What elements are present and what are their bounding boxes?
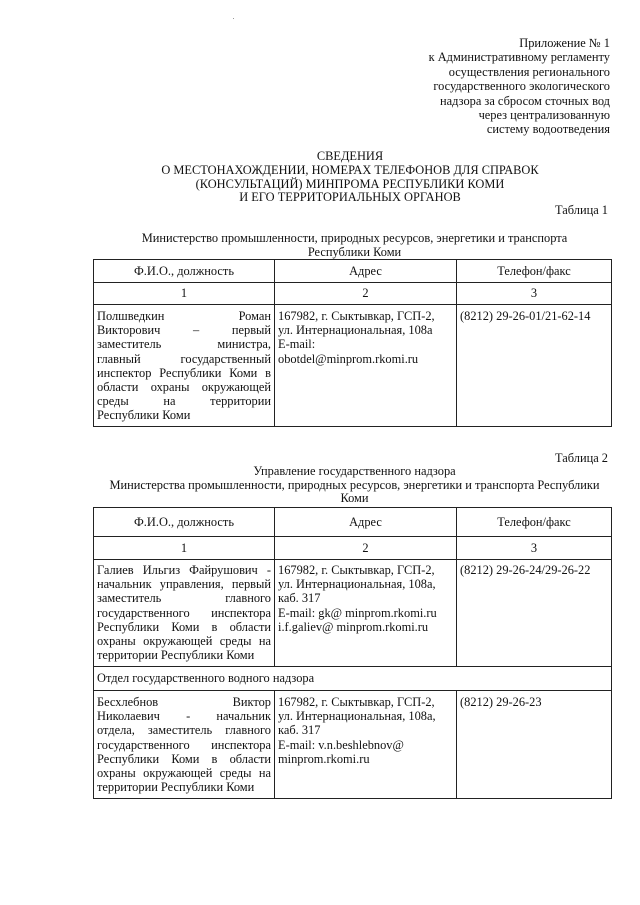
heading-line: И ЕГО ТЕРРИТОРИАЛЬНЫХ ОРГАНОВ xyxy=(239,190,461,205)
name-line: территории Республики Коми xyxy=(97,780,255,795)
name-line: Республики Коми в области xyxy=(97,619,271,634)
address-line: ул. Интернациональная, 108а xyxy=(278,323,433,338)
table1-colnum: 3 xyxy=(457,283,612,305)
name-line: инспектор Республики Коми в xyxy=(97,365,271,380)
email-link[interactable]: E-mail: gk@ minprom.rkomi.ru xyxy=(278,605,437,620)
email-link[interactable]: E-mail: v.n.beshlebnov@ xyxy=(278,737,404,752)
table2-title-line: Коми xyxy=(340,491,369,506)
table1-name-cell xyxy=(94,305,275,427)
address-line: 167982, г. Сыктывкар, ГСП-2, xyxy=(278,695,435,709)
name-line: Бесхлебнов Виктор xyxy=(97,695,271,709)
table2-title-line: Министерства промышленности, природных ресурсов, энергетики и транспорта Республики xyxy=(109,477,600,492)
table2-row1-address-cell xyxy=(275,560,457,667)
table2-title-line: Управление государственного надзора xyxy=(253,464,456,478)
address-line: 167982, г. Сыктывкар, ГСП-2, xyxy=(278,309,435,323)
email-link[interactable]: minprom.rkomi.ru xyxy=(278,751,370,766)
table1-address-cell xyxy=(275,305,457,427)
table2-colnum: 1 xyxy=(94,537,275,560)
name-line: охраны окружающей среды на xyxy=(97,766,271,781)
table1-header-name: Ф.И.О., должность xyxy=(94,260,275,283)
address-line: каб. 317 xyxy=(278,591,321,606)
table1-colnum: 1 xyxy=(94,283,275,305)
heading-line: О МЕСТОНАХОЖДЕНИИ, НОМЕРАХ ТЕЛЕФОНОВ ДЛЯ СПРАВОК xyxy=(161,162,539,177)
table2-header-name: Ф.И.О., должность xyxy=(94,508,275,537)
name-line: Николаевич - начальник xyxy=(97,709,271,724)
table1-header-phone: Телефон/факс xyxy=(457,260,612,283)
appendix-line: Приложение № 1 xyxy=(519,36,610,50)
name-line: территории Республики Коми xyxy=(97,648,255,663)
table1 xyxy=(93,259,612,427)
appendix-line: государственного экологического xyxy=(433,79,610,94)
name-line: области охраны окружающей xyxy=(97,380,271,395)
appendix-line: систему водоотведения xyxy=(486,122,610,137)
heading-line: (КОНСУЛЬТАЦИЙ) МИНПРОМА РЕСПУБЛИКИ КОМИ xyxy=(195,176,505,191)
table1-title-line: Республики Коми xyxy=(307,244,402,259)
table2-header-address: Адрес xyxy=(275,508,457,537)
table2-colnum: 2 xyxy=(275,537,457,560)
address-line: 167982, г. Сыктывкар, ГСП-2, xyxy=(278,563,435,577)
table1-title xyxy=(93,232,616,259)
name-line: начальник управления, первый xyxy=(97,577,271,592)
name-line: главный государственный xyxy=(97,351,271,366)
table2-number: Таблица 2 xyxy=(555,451,608,465)
appendix-line: через централизованную xyxy=(478,108,610,123)
name-line: Полшведкин Роман xyxy=(97,309,271,323)
table1-header-address: Адрес xyxy=(275,260,457,283)
name-line: Викторович – первый xyxy=(97,323,271,338)
name-line: среды на территории xyxy=(97,394,271,409)
table2 xyxy=(93,507,612,799)
table1-colnum: 2 xyxy=(275,283,457,305)
table2-title xyxy=(93,465,616,506)
email-link[interactable]: i.f.galiev@ minprom.rkomi.ru xyxy=(278,619,429,634)
table2-row1-phone-cell: (8212) 29-26-24/29-26-22 xyxy=(457,560,612,667)
name-line: Галиев Ильгиз Файрушович - xyxy=(97,563,271,577)
table2-row2-name-cell xyxy=(94,691,275,799)
address-line: ул. Интернациональная, 108а, xyxy=(278,709,436,724)
email-link[interactable]: obotdel@minprom.rkomi.ru xyxy=(278,351,419,366)
appendix-note xyxy=(380,36,610,137)
table2-row2-phone-cell: (8212) 29-26-23 xyxy=(457,691,612,799)
address-line: каб. 317 xyxy=(278,723,321,738)
appendix-line: надзора за сбросом сточных вод xyxy=(440,93,610,108)
name-line: Республики Коми xyxy=(97,408,191,423)
appendix-line: осуществления регионального xyxy=(448,64,610,79)
document-heading xyxy=(100,150,600,205)
scan-dot xyxy=(233,18,234,19)
table2-header-phone: Телефон/факс xyxy=(457,508,612,537)
name-line: заместитель главного xyxy=(97,591,271,606)
table2-row1-name-cell xyxy=(94,560,275,667)
table1-phone-cell: (8212) 29-26-01/21-62-14 xyxy=(457,305,612,427)
table1-title-line: Министерство промышленности, природных ресурсов, энергетики и транспорта xyxy=(141,231,568,245)
name-line: охраны окружающей среды на xyxy=(97,634,271,649)
name-line: заместитель министра, xyxy=(97,337,271,352)
heading-line: СВЕДЕНИЯ xyxy=(316,149,384,163)
name-line: государственного инспектора xyxy=(97,737,271,752)
name-line: государственного инспектора xyxy=(97,605,271,620)
table2-colnum: 3 xyxy=(457,537,612,560)
name-line: Республики Коми в области xyxy=(97,751,271,766)
address-line: E-mail: xyxy=(278,337,316,352)
name-line: отдела, заместитель главного xyxy=(97,723,271,738)
address-line: ул. Интернациональная, 108а, xyxy=(278,577,436,592)
table1-number: Таблица 1 xyxy=(555,203,608,217)
appendix-line: к Административному регламенту xyxy=(428,50,610,65)
table2-row2-address-cell xyxy=(275,691,457,799)
section-row: Отдел государственного водного надзора xyxy=(94,667,612,691)
